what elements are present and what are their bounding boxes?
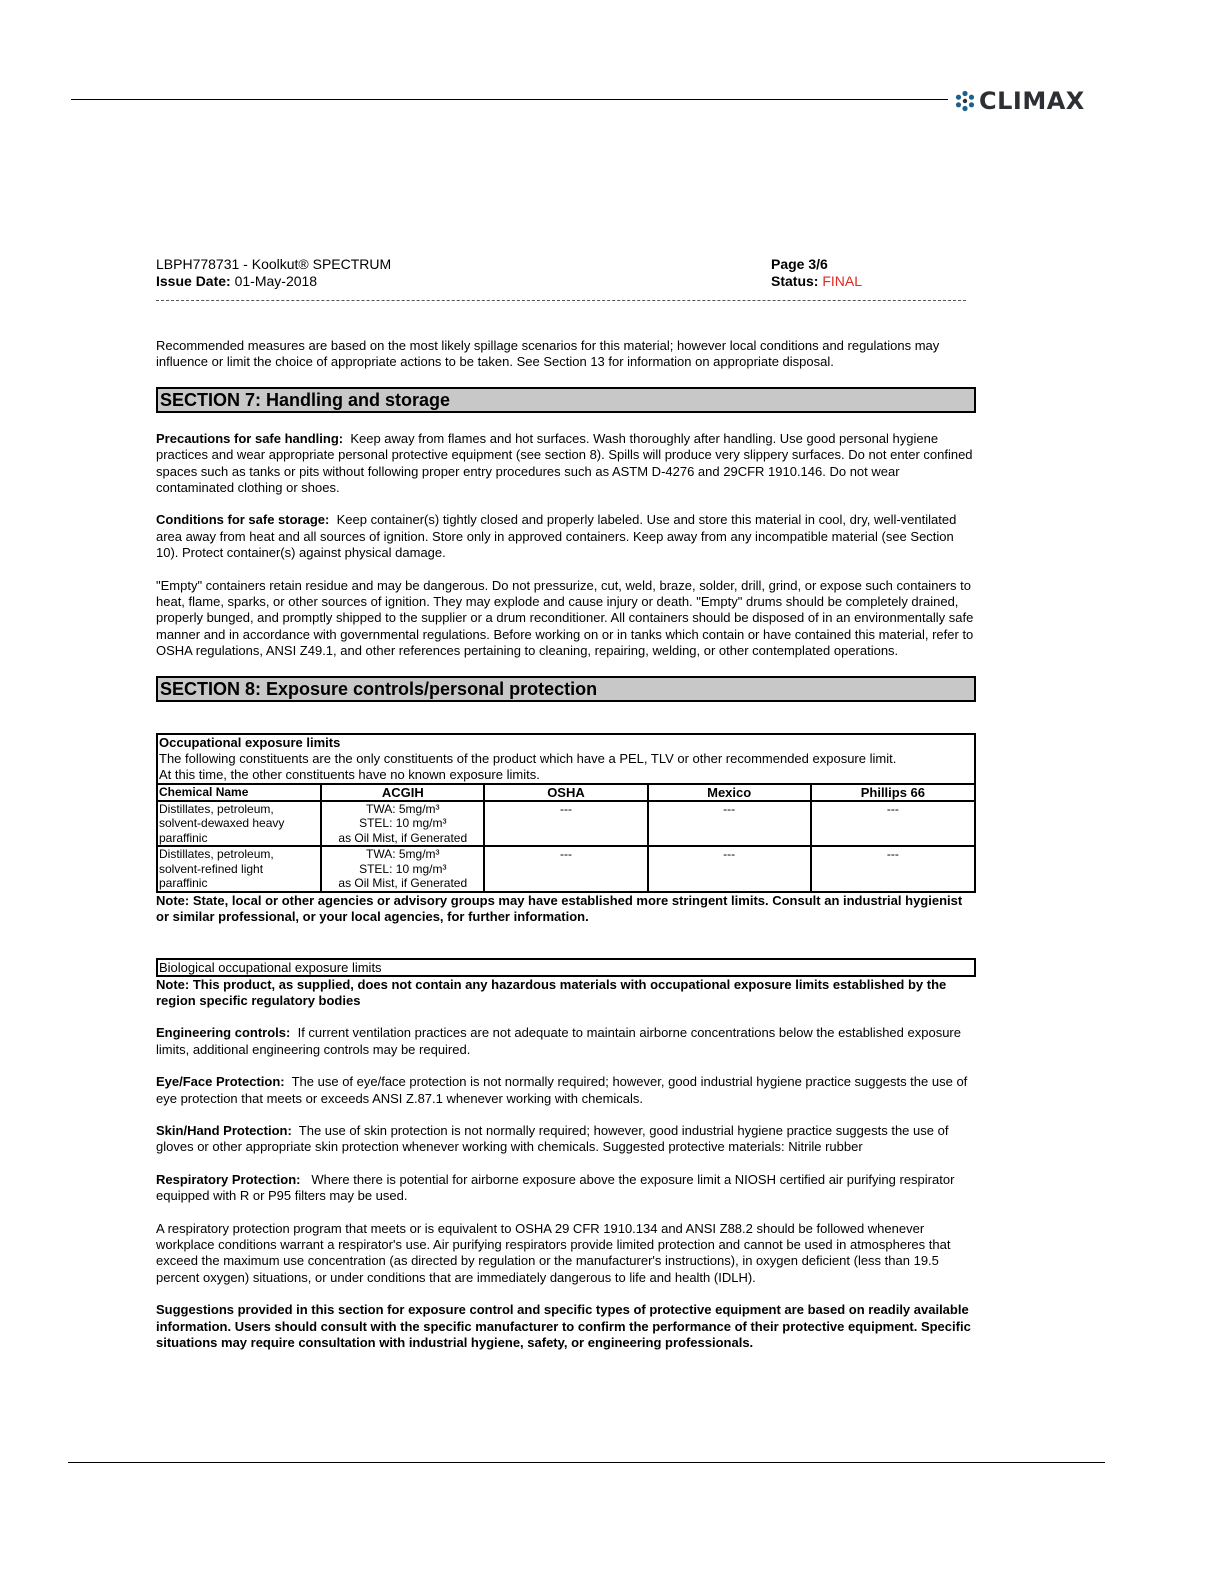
- respiratory-program-paragraph: A respiratory protection program that meets or is equivalent to OSHA 29 CFR 1910.134 and ANSI Z88.2 should be followed whenever workplace conditions warrant a respirator's use. Air purifying respirators provide limited protection and cannot be used in atmospheres that exceed the maximum use concentration (as directed by regulation or the manufacturer's instructions), in oxygen deficient (less than 19.5 percent oxygen) situations, or under conditions that are immediately dangerous to life and health (IDLH).: [156, 1220, 951, 1285]
- oel-intro-2: At this time, the other constituents have no known exposure limits.: [159, 766, 540, 782]
- table-row: [158, 801, 974, 847]
- skin-paragraph: [156, 1123, 976, 1156]
- climax-logo: [953, 87, 1128, 115]
- logo-text: CLIMAX: [979, 87, 1085, 115]
- engineering-paragraph: [156, 1025, 976, 1058]
- intro-paragraph: Recommended measures are based on the most likely spillage scenarios for this material; however local conditions and regulations may influence or limit the choice of appropriate actions to be taken. See Section 13 for information on appropriate disposal.: [156, 338, 940, 370]
- mexico-cell: ---: [648, 846, 811, 891]
- skin-label: Skin/Hand Protection:: [156, 1122, 292, 1138]
- chemical-line: solvent-dewaxed heavy: [159, 816, 285, 831]
- col-mexico: Mexico: [648, 784, 811, 801]
- osha-cell: ---: [484, 801, 647, 847]
- top-rule: [71, 99, 948, 100]
- section-8-title: SECTION 8: Exposure controls/personal protection: [156, 676, 976, 702]
- osha-cell: ---: [484, 846, 647, 891]
- page-content: [156, 338, 976, 1367]
- oel-intro-1: The following constituents are the only constituents of the product which have a PEL, TLV or other recommended exposure limit.: [159, 750, 897, 766]
- engineering-label: Engineering controls:: [156, 1025, 291, 1041]
- acgih-line: TWA: 5mg/m³: [366, 801, 440, 816]
- chemical-line: solvent-refined light: [159, 861, 264, 876]
- biological-exposure-limits-box: [156, 958, 976, 977]
- chemical-name-cell: [158, 801, 321, 847]
- oel-table-header-row: [158, 784, 974, 801]
- issue-date-value: 01-May-2018: [234, 273, 318, 289]
- eye-text: The use of eye/face protection is not normally required; however, good industrial hygiene practice suggests the use of eye protection that meets or exceeds ANSI Z.87.1 whenever working with chemicals.: [156, 1074, 968, 1106]
- eye-label: Eye/Face Protection:: [156, 1074, 285, 1090]
- respiratory-text: Where there is potential for airborne exposure above the exposure limit a NIOSH certified air purifying respirator equipped with R or P95 filters may be used.: [156, 1171, 955, 1204]
- oel-title: Occupational exposure limits: [159, 734, 341, 750]
- climax-star-icon: [953, 89, 977, 113]
- acgih-line: TWA: 5mg/m³: [366, 847, 440, 862]
- chemical-line: Distillates, petroleum,: [159, 801, 274, 816]
- handling-text: Keep away from flames and hot surfaces. Wash thoroughly after handling. Use good personal hygiene practices and wear appropriate personal protective equipment (see section 8). Spills will produce very slippery surfaces. Do not enter confined spaces such as tanks or pits without following proper entry procedures such as ASTM D-4276 and 29CFR 1910.146. Do not wear contaminated clothing or shoes.: [156, 430, 973, 496]
- oel-table: [158, 783, 974, 891]
- section-7-title: SECTION 7: Handling and storage: [156, 387, 976, 413]
- engineering-text: If current ventilation practices are not adequate to maintain airborne concentrations below the established exposure limits, additional engineering controls may be required.: [156, 1025, 961, 1057]
- acgih-line: as Oil Mist, if Generated: [338, 830, 468, 845]
- page-number: Page 3/6: [771, 256, 828, 272]
- occupational-exposure-limits-box: [156, 733, 976, 893]
- handling-label: Precautions for safe handling:: [156, 430, 344, 446]
- suggestions-paragraph: Suggestions provided in this section for exposure control and specific types of protective equipment are based on readily available information. Users should consult with the specific manufacturer to confirm the performance of their protective equipment. Specific situations may require consultation with industrial hygiene, safety, or engineering professionals.: [156, 1302, 971, 1350]
- table-row: [158, 846, 974, 891]
- product-line: LBPH778731 - Koolkut® SPECTRUM: [156, 256, 392, 272]
- acgih-line: STEL: 10 mg/m³: [359, 861, 447, 876]
- status-value: FINAL: [822, 273, 863, 289]
- storage-paragraph: [156, 512, 976, 561]
- respiratory-label: Respiratory Protection:: [156, 1171, 301, 1187]
- header-dashed-rule: [156, 300, 966, 301]
- status: [771, 273, 971, 290]
- mexico-cell: ---: [648, 801, 811, 847]
- storage-text: Keep container(s) tightly closed and properly labeled. Use and store this material in cool, dry, well-ventilated area away from heat and all sources of ignition. Store only in approved containers. Keep away from any incompatible material (see Section 10). Protect container(s) against physical damage.: [156, 512, 957, 561]
- doc-header-left: [156, 256, 576, 290]
- chemical-line: Distillates, petroleum,: [159, 847, 274, 862]
- status-label: Status:: [771, 273, 819, 289]
- skin-text: The use of skin protection is not normally required; however, good industrial hygiene practice suggests the use of gloves or other appropriate skin protection whenever working with chemicals. Suggested protective materials: Nitrile rubber: [156, 1122, 949, 1155]
- issue-date-label: Issue Date:: [156, 273, 231, 289]
- chemical-name-cell: [158, 846, 321, 891]
- respiratory-paragraph: [156, 1172, 976, 1205]
- acgih-cell: [321, 846, 484, 891]
- acgih-line: STEL: 10 mg/m³: [359, 816, 447, 831]
- bio-note: Note: This product, as supplied, does not contain any hazardous materials with occupational exposure limits established by the region specific regulatory bodies: [156, 976, 947, 1008]
- doc-header-right: [771, 256, 971, 290]
- bio-title: Biological occupational exposure limits: [159, 959, 382, 975]
- empty-containers-paragraph: "Empty" containers retain residue and may be dangerous. Do not pressurize, cut, weld, braze, solder, drill, grind, or expose such containers to heat, flame, sparks, or other sources of ignition. They may explode and cause injury or death. "Empty" drums should be completely drained, properly bunged, and promptly shipped to the supplier or a drum reconditioner. All containers should be disposed of in an environmentally safe manner and in accordance with governmental regulations. Before working on or in tanks which contain or have contained this material, refer to OSHA regulations, ANSI Z49.1, and other references pertaining to cleaning, repairing, welding, or other contemplated operations.: [156, 577, 974, 659]
- eye-paragraph: [156, 1074, 976, 1107]
- col-chemical-name: Chemical Name: [158, 784, 321, 801]
- col-acgih: ACGIH: [321, 784, 484, 801]
- bottom-rule: [68, 1462, 1105, 1463]
- chemical-line: paraffinic: [159, 830, 208, 845]
- storage-label: Conditions for safe storage:: [156, 512, 330, 528]
- acgih-cell: [321, 801, 484, 847]
- oel-note: Note: State, local or other agencies or advisory groups may have established more stringent limits. Consult an industrial hygienist or similar professional, or your local agencies, for further information.: [156, 892, 963, 925]
- oel-header: [158, 735, 974, 783]
- col-osha: OSHA: [484, 784, 647, 801]
- phillips-cell: ---: [811, 801, 974, 847]
- acgih-line: as Oil Mist, if Generated: [338, 876, 468, 891]
- issue-date: [156, 273, 576, 290]
- handling-paragraph: [156, 431, 976, 497]
- phillips-cell: ---: [811, 846, 974, 891]
- col-phillips-66: Phillips 66: [811, 784, 974, 801]
- chemical-line: paraffinic: [159, 876, 208, 891]
